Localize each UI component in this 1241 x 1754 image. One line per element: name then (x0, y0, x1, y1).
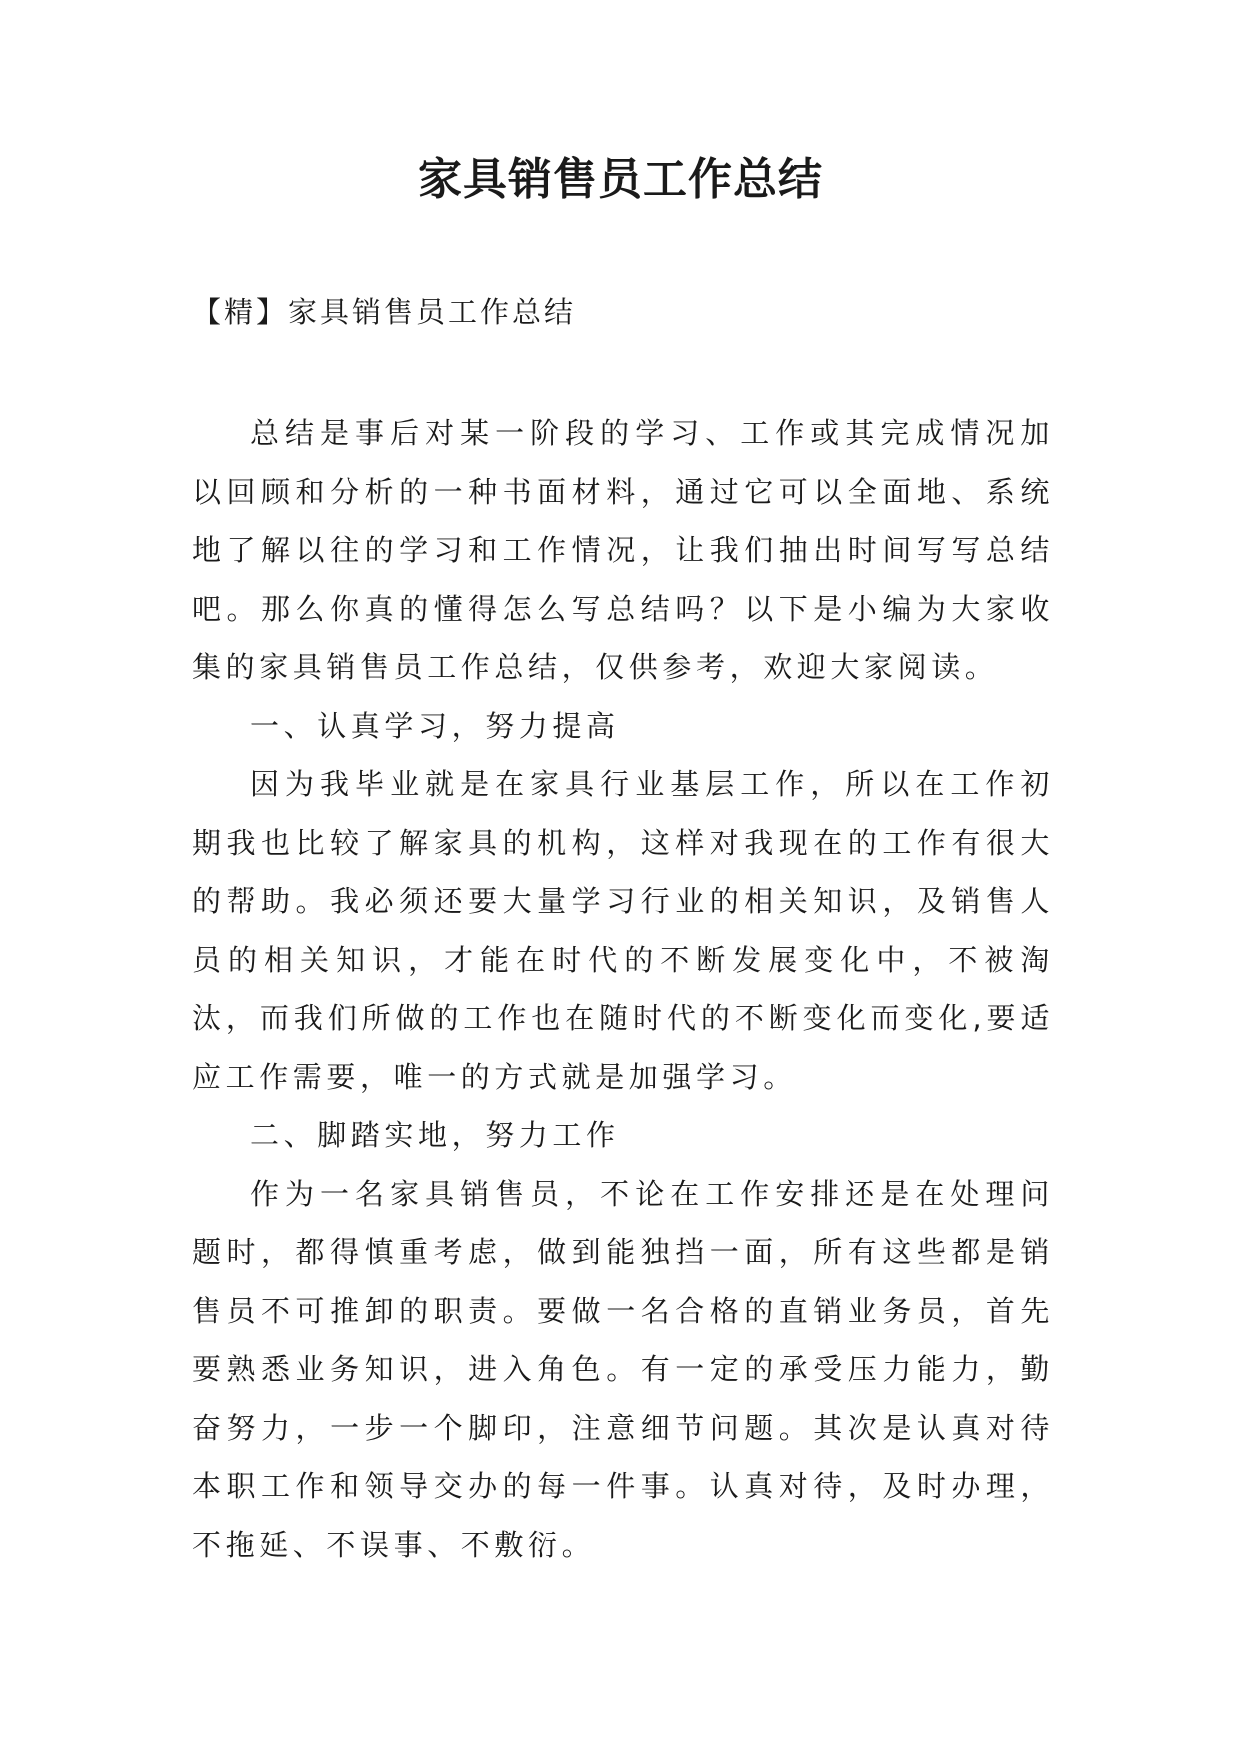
section-heading-1: 一、认真学习，努力提高 (250, 708, 620, 743)
document-title: 家具销售员工作总结 (418, 154, 823, 205)
document-body (192, 404, 1054, 1574)
section-heading-2: 二、脚踏实地，努力工作 (250, 1118, 620, 1152)
section-paragraph-2: 作为一名家具销售员，不论在工作安排还是在处理问题时，都得慎重考虑，做到能独挡一面，所有这些都是销售员不可推卸的职责。要做一名合格的直销业务员，首先要熟悉业务知识，进入角色。有一定的承受压力能力，勤奋努力，一步一个脚印，注意细节问题。其次是认真对待本职工作和领导交办的每一件事。认真对待，及时办理，不拖延、不误事、不敷衍。 (192, 1176, 1054, 1562)
document-subtitle: 【精】家具销售员工作总结 (192, 295, 577, 329)
section-paragraph-1: 因为我毕业就是在家具行业基层工作，所以在工作初期我也比较了解家具的机构，这样对我现在的工作有很大的帮助。我必须还要大量学习行业的相关知识，及销售人员的相关知识，才能在时代的不断发展变化中，不被淘汰，而我们所做的工作也在随时代的不断变化而变化,要适应工作需要，唯一的方式就是加强学习。 (192, 767, 1054, 1094)
intro-paragraph: 总结是事后对某一阶段的学习、工作或其完成情况加以回顾和分析的一种书面材料，通过它可以全面地、系统地了解以往的学习和工作情况，让我们抽出时间写写总结吧。那么你真的懂得怎么写总结吗？以下是小编为大家收集的家具销售员工作总结，仅供参考，欢迎大家阅读。 (192, 416, 1054, 684)
